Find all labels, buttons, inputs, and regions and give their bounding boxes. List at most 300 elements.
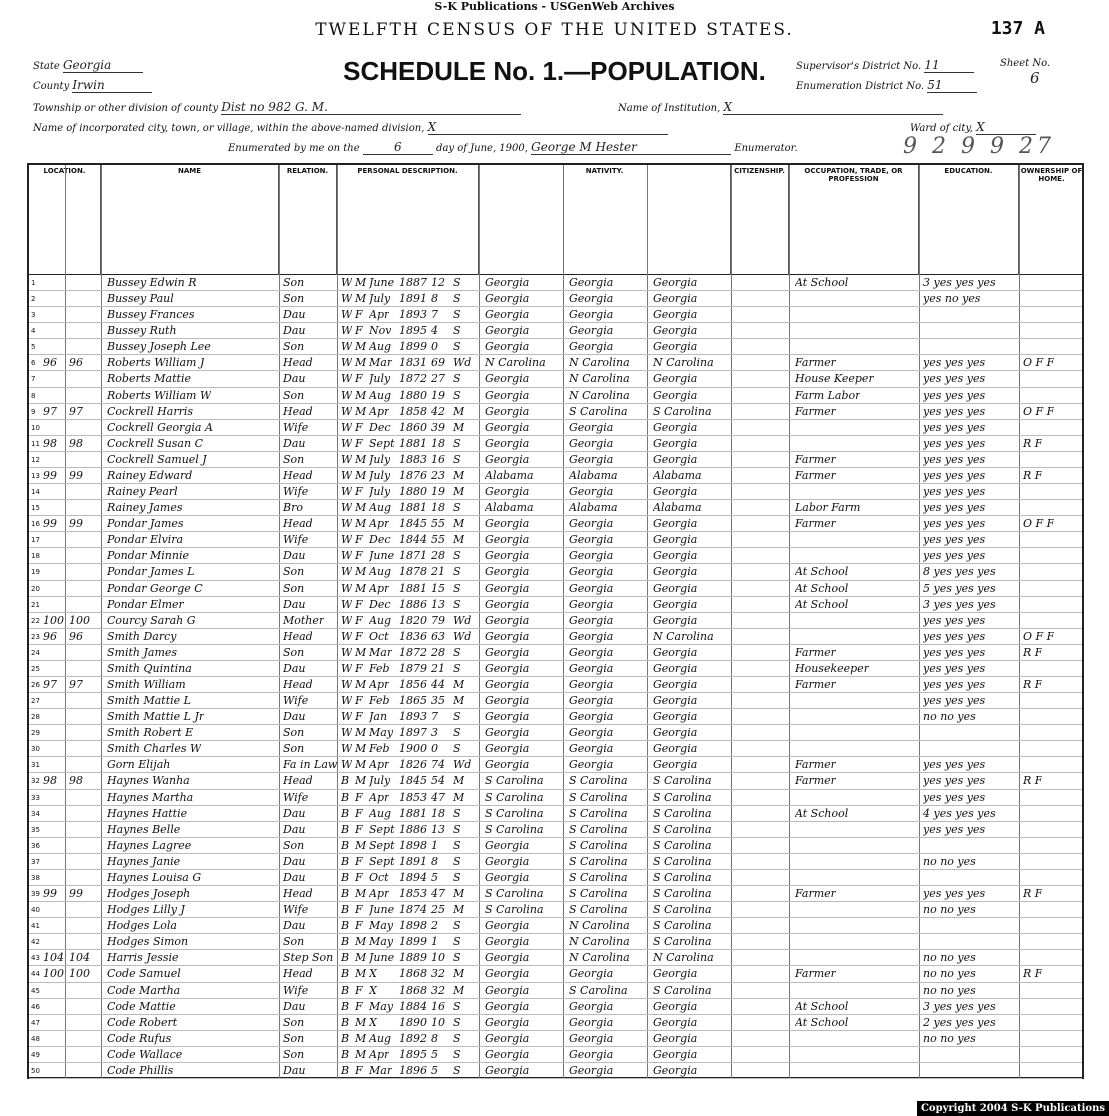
cell-education: 4 yes yes yes xyxy=(923,806,996,820)
cell-relation: Dau xyxy=(283,597,306,611)
cell-birth-year: 1897 xyxy=(399,726,427,740)
cell-sex: F xyxy=(355,903,363,917)
cell-father-birthplace: S Carolina xyxy=(569,790,628,804)
cell-row-number: 16 xyxy=(31,520,40,529)
cell-sex: F xyxy=(355,710,363,724)
cell-relation: Dau xyxy=(283,710,306,724)
cell-color: W xyxy=(341,742,353,756)
cell-sex: M xyxy=(355,678,367,691)
cell-sex: M xyxy=(355,935,367,949)
cell-person-name: Bussey Ruth xyxy=(107,324,177,338)
cell-dwelling-number: 97 xyxy=(43,678,57,691)
cell-birth-month: Aug xyxy=(369,388,392,402)
cell-education: 5 yes yes yes xyxy=(923,581,996,595)
cell-mother-birthplace: S Carolina xyxy=(653,838,712,852)
cell-marital-status: S xyxy=(453,372,461,386)
cell-age: 55 xyxy=(431,533,445,547)
cell-dwelling-number: 96 xyxy=(43,356,57,370)
table-row xyxy=(29,661,1082,677)
cell-row-number: 31 xyxy=(31,761,40,770)
cell-education: yes yes yes xyxy=(923,549,986,563)
cell-sex: M xyxy=(355,404,367,418)
cell-birth-year: 1871 xyxy=(399,549,427,563)
cell-age: 5 xyxy=(431,1063,438,1077)
cell-mother-birthplace: S Carolina xyxy=(653,870,712,884)
cell-color: B xyxy=(341,838,350,852)
cell-sex: F xyxy=(355,372,363,386)
cell-birth-year: 1844 xyxy=(399,533,427,547)
cell-person-name: Pondar Elvira xyxy=(107,533,184,547)
cell-color: B xyxy=(341,1031,350,1045)
city-field xyxy=(33,120,668,135)
cell-mother-birthplace: Georgia xyxy=(653,324,698,338)
cell-color: W xyxy=(341,372,353,386)
cell-education: yes yes yes xyxy=(923,533,986,547)
cell-marital-status: S xyxy=(453,822,461,836)
ward-label: Ward of city, xyxy=(910,123,973,134)
supervisor-field xyxy=(796,58,974,73)
state-value: Georgia xyxy=(63,58,143,73)
cell-birthplace: Georgia xyxy=(485,308,530,322)
cell-color: W xyxy=(341,758,353,772)
cell-education: 8 yes yes yes xyxy=(923,565,996,579)
table-row xyxy=(29,790,1082,806)
cell-age: 8 xyxy=(431,854,438,868)
cell-sex: M xyxy=(355,517,367,531)
cell-marital-status: M xyxy=(453,404,465,418)
enumerated-field xyxy=(228,140,798,155)
cell-sex: M xyxy=(355,645,367,659)
cell-birthplace: S Carolina xyxy=(485,903,544,917)
cell-birth-month: July xyxy=(369,292,391,306)
cell-sex: F xyxy=(355,549,363,563)
cell-birthplace: Georgia xyxy=(485,999,530,1013)
cell-color: B xyxy=(341,774,350,788)
cell-dwelling-number: 98 xyxy=(43,436,57,450)
table-row xyxy=(29,999,1082,1015)
cell-person-name: Pondar Elmer xyxy=(107,597,184,611)
table-row xyxy=(29,838,1082,854)
cell-age: 0 xyxy=(431,340,438,354)
cell-age: 18 xyxy=(431,436,445,450)
cell-relation: Dau xyxy=(283,324,306,338)
cell-birthplace: Georgia xyxy=(485,292,530,306)
cell-father-birthplace: Georgia xyxy=(569,517,614,531)
cell-color: B xyxy=(341,935,350,949)
cell-mother-birthplace: S Carolina xyxy=(653,887,712,901)
cell-birth-month: Feb xyxy=(369,694,390,708)
cell-birth-year: 1893 xyxy=(399,308,427,322)
cell-education: yes yes yes xyxy=(923,388,986,402)
cell-education: yes yes yes xyxy=(923,404,986,418)
cell-birthplace: Georgia xyxy=(485,276,530,289)
cell-person-name: Smith James xyxy=(107,645,178,659)
cell-mother-birthplace: S Carolina xyxy=(653,854,712,868)
cell-birth-month: Apr xyxy=(369,404,390,418)
cell-marital-status: S xyxy=(453,999,461,1013)
cell-color: W xyxy=(341,581,353,595)
cell-relation: Son xyxy=(283,292,305,306)
cell-occupation: At School xyxy=(795,999,849,1013)
cell-row-number: 33 xyxy=(31,793,40,802)
cell-birthplace: Georgia xyxy=(485,967,530,981)
cell-color: B xyxy=(341,999,350,1013)
cell-marital-status: S xyxy=(453,726,461,740)
cell-person-name: Hodges Simon xyxy=(107,935,189,949)
cell-person-name: Gorn Elijah xyxy=(107,758,171,772)
cell-mother-birthplace: S Carolina xyxy=(653,790,712,804)
cell-color: B xyxy=(341,1015,350,1029)
cell-row-number: 23 xyxy=(31,632,40,641)
cell-birth-year: 1892 xyxy=(399,1031,427,1045)
cell-person-name: Smith Mattie L Jr xyxy=(107,710,205,724)
cell-color: W xyxy=(341,694,353,708)
cell-father-birthplace: Georgia xyxy=(569,565,614,579)
cell-mother-birthplace: Alabama xyxy=(653,501,702,515)
table-row xyxy=(29,725,1082,741)
cell-father-birthplace: Georgia xyxy=(569,436,614,450)
cell-father-birthplace: Georgia xyxy=(569,276,614,289)
cell-education: 3 yes yes yes xyxy=(923,597,996,611)
cell-birth-month: July xyxy=(369,452,391,466)
cell-mother-birthplace: S Carolina xyxy=(653,903,712,917)
cell-age: 23 xyxy=(431,468,445,482)
cell-father-birthplace: Georgia xyxy=(569,1063,614,1077)
cell-sex: F xyxy=(355,436,363,450)
cell-person-name: Pondar James L xyxy=(107,565,195,579)
cell-dwelling-number: 99 xyxy=(43,468,57,482)
cell-marital-status: S xyxy=(453,436,461,450)
cell-birth-month: July xyxy=(369,774,391,788)
cell-relation: Wife xyxy=(283,420,309,434)
cell-age: 1 xyxy=(431,838,438,852)
cell-mother-birthplace: Georgia xyxy=(653,388,698,402)
cell-mother-birthplace: Georgia xyxy=(653,581,698,595)
cell-sex: M xyxy=(355,887,367,901)
cell-birth-year: 1884 xyxy=(399,999,427,1013)
cell-birth-year: 1872 xyxy=(399,372,427,386)
cell-sex: F xyxy=(355,485,363,499)
cell-mother-birthplace: Alabama xyxy=(653,468,702,482)
cell-age: 3 xyxy=(431,726,438,740)
cell-person-name: Bussey Frances xyxy=(107,308,195,322)
cell-birth-month: Aug xyxy=(369,806,392,820)
cell-dwelling-number: 99 xyxy=(43,887,57,901)
cell-age: 0 xyxy=(431,742,438,756)
cell-birth-year: 1890 xyxy=(399,1015,427,1029)
cell-marital-status: Wd xyxy=(453,613,472,627)
cell-row-number: 45 xyxy=(31,986,40,995)
cell-sex: M xyxy=(355,742,367,756)
cell-birthplace: Georgia xyxy=(485,581,530,595)
cell-dwelling-number: 104 xyxy=(43,951,64,965)
cell-father-birthplace: Georgia xyxy=(569,678,614,691)
cell-mother-birthplace: S Carolina xyxy=(653,774,712,788)
table-row xyxy=(29,870,1082,886)
cell-marital-status: S xyxy=(453,742,461,756)
cell-education: yes yes yes xyxy=(923,436,986,450)
cell-sex: M xyxy=(355,452,367,466)
cell-mother-birthplace: S Carolina xyxy=(653,806,712,820)
cell-birth-month: June xyxy=(369,276,395,289)
cell-father-birthplace: Georgia xyxy=(569,549,614,563)
cell-relation: Head xyxy=(283,404,313,418)
cell-father-birthplace: N Carolina xyxy=(569,356,630,370)
cell-color: W xyxy=(341,324,353,338)
cell-marital-status: M xyxy=(453,983,465,997)
cell-father-birthplace: S Carolina xyxy=(569,854,628,868)
table-row xyxy=(29,1031,1082,1047)
cell-birth-year: 1868 xyxy=(399,983,427,997)
supervisor-value: 11 xyxy=(924,58,974,73)
cell-birth-month: Dec xyxy=(369,420,391,434)
cell-mother-birthplace: Georgia xyxy=(653,452,698,466)
cell-relation: Son xyxy=(283,1031,305,1045)
cell-father-birthplace: Georgia xyxy=(569,581,614,595)
cell-age: 54 xyxy=(431,774,445,788)
cell-father-birthplace: Georgia xyxy=(569,1015,614,1029)
cell-color: W xyxy=(341,292,353,306)
cell-sex: M xyxy=(355,565,367,579)
cell-birthplace: Georgia xyxy=(485,565,530,579)
cell-family-number: 99 xyxy=(69,517,83,531)
cell-relation: Head xyxy=(283,629,313,643)
enumerated-month: day of June, 1900, xyxy=(436,143,528,154)
cell-mother-birthplace: Georgia xyxy=(653,549,698,563)
table-row xyxy=(29,436,1082,452)
cell-color: W xyxy=(341,468,353,482)
cell-father-birthplace: Georgia xyxy=(569,420,614,434)
cell-occupation: At School xyxy=(795,276,849,289)
cell-birth-month: Apr xyxy=(369,678,390,691)
cell-row-number: 4 xyxy=(31,327,36,336)
cell-birth-month: Aug xyxy=(369,613,392,627)
cell-age: 32 xyxy=(431,983,445,997)
cell-birthplace: Georgia xyxy=(485,597,530,611)
cell-relation: Dau xyxy=(283,661,306,675)
cell-birthplace: Alabama xyxy=(485,501,534,515)
publisher-banner: S-K Publications - USGenWeb Archives xyxy=(434,0,675,13)
cell-relation: Bro xyxy=(283,501,303,515)
cell-birth-year: 1899 xyxy=(399,340,427,354)
cell-family-number: 104 xyxy=(69,951,90,965)
table-row xyxy=(29,291,1082,307)
cell-marital-status: M xyxy=(453,774,465,788)
cell-marital-status: S xyxy=(453,501,461,515)
cell-color: B xyxy=(341,806,350,820)
table-row xyxy=(29,773,1082,789)
cell-family-number: 97 xyxy=(69,678,83,691)
cell-sex: F xyxy=(355,983,363,997)
cell-marital-status: M xyxy=(453,887,465,901)
cell-mother-birthplace: Georgia xyxy=(653,742,698,756)
cell-relation: Step Son xyxy=(283,951,334,965)
cell-mother-birthplace: Georgia xyxy=(653,678,698,691)
cell-color: B xyxy=(341,951,350,965)
cell-father-birthplace: Alabama xyxy=(569,468,618,482)
sheet-value: 6 xyxy=(1030,69,1040,87)
cell-marital-status: S xyxy=(453,565,461,579)
cell-birthplace: Georgia xyxy=(485,951,530,965)
cell-birthplace: Georgia xyxy=(485,549,530,563)
cell-birthplace: Georgia xyxy=(485,388,530,402)
cell-sex: F xyxy=(355,919,363,933)
cell-person-name: Code Mattie xyxy=(107,999,176,1013)
cell-education: yes yes yes xyxy=(923,694,986,708)
cell-relation: Son xyxy=(283,726,305,740)
cell-birth-month: Nov xyxy=(369,324,392,338)
cell-age: 10 xyxy=(431,1015,445,1029)
cell-color: W xyxy=(341,420,353,434)
cell-row-number: 37 xyxy=(31,857,40,866)
cell-person-name: Haynes Louisa G xyxy=(107,870,202,884)
cell-sex: F xyxy=(355,420,363,434)
cell-mother-birthplace: Georgia xyxy=(653,758,698,772)
county-label: County xyxy=(33,81,70,92)
cell-occupation: House Keeper xyxy=(795,372,874,386)
cell-birth-month: Apr xyxy=(369,758,390,772)
table-row xyxy=(29,597,1082,613)
cell-father-birthplace: S Carolina xyxy=(569,822,628,836)
cell-marital-status: S xyxy=(453,1047,461,1061)
table-row xyxy=(29,516,1082,532)
cell-relation: Son xyxy=(283,565,305,579)
cell-color: B xyxy=(341,870,350,884)
cell-birth-month: June xyxy=(369,903,395,917)
cell-birthplace: Georgia xyxy=(485,694,530,708)
cell-birthplace: Georgia xyxy=(485,854,530,868)
cell-person-name: Code Martha xyxy=(107,983,181,997)
cell-relation: Wife xyxy=(283,983,309,997)
cell-marital-status: M xyxy=(453,678,465,691)
table-row xyxy=(29,420,1082,436)
cell-birth-month: Apr xyxy=(369,887,390,901)
cell-birth-month: X xyxy=(369,1015,377,1029)
cell-row-number: 18 xyxy=(31,552,40,561)
cell-age: 15 xyxy=(431,581,445,595)
cell-person-name: Roberts William W xyxy=(107,388,212,402)
cell-row-number: 6 xyxy=(31,359,36,368)
ledger-header xyxy=(29,165,1082,275)
cell-marital-status: S xyxy=(453,581,461,595)
cell-person-name: Haynes Hattie xyxy=(107,806,188,820)
table-row xyxy=(29,1063,1082,1079)
cell-age: 74 xyxy=(431,758,445,772)
cell-birth-month: Mar xyxy=(369,356,393,370)
cell-marital-status: S xyxy=(453,919,461,933)
cell-person-name: Code Robert xyxy=(107,1015,178,1029)
cell-relation: Wife xyxy=(283,485,309,499)
cell-ownership: O F F xyxy=(1023,629,1055,643)
cell-birth-month: Oct xyxy=(369,870,389,884)
cell-marital-status: S xyxy=(453,1015,461,1029)
cell-person-name: Rainey Edward xyxy=(107,468,193,482)
cell-birth-month: May xyxy=(369,935,394,949)
cell-birthplace: Georgia xyxy=(485,340,530,354)
cell-birth-month: June xyxy=(369,951,395,965)
cell-ownership: R F xyxy=(1023,967,1043,981)
cell-education: yes yes yes xyxy=(923,790,986,804)
cell-row-number: 3 xyxy=(31,311,36,320)
cell-birth-year: 1874 xyxy=(399,903,427,917)
table-row xyxy=(29,741,1082,757)
cell-birthplace: Georgia xyxy=(485,742,530,756)
cell-age: 42 xyxy=(431,404,445,418)
cell-mother-birthplace: S Carolina xyxy=(653,404,712,418)
cell-occupation: Farmer xyxy=(795,517,836,531)
cell-father-birthplace: Georgia xyxy=(569,340,614,354)
cell-father-birthplace: Georgia xyxy=(569,710,614,724)
cell-education: yes yes yes xyxy=(923,420,986,434)
table-row xyxy=(29,404,1082,420)
cell-age: 7 xyxy=(431,308,438,322)
cell-person-name: Bussey Paul xyxy=(107,292,174,306)
cell-occupation: Housekeeper xyxy=(795,661,869,675)
cell-color: W xyxy=(341,549,353,563)
institution-value: X xyxy=(723,100,943,115)
cell-marital-status: S xyxy=(453,806,461,820)
cell-age: 32 xyxy=(431,967,445,981)
cell-birth-month: Apr xyxy=(369,581,390,595)
cell-birth-year: 1883 xyxy=(399,452,427,466)
cell-person-name: Smith Robert E xyxy=(107,726,194,740)
cell-birth-month: Mar xyxy=(369,1063,393,1077)
cell-birth-month: July xyxy=(369,485,391,499)
cell-birth-month: Apr xyxy=(369,517,390,531)
cell-row-number: 24 xyxy=(31,648,40,657)
cell-birthplace: Georgia xyxy=(485,726,530,740)
enumerated-day: 6 xyxy=(363,140,433,155)
cell-mother-birthplace: Georgia xyxy=(653,308,698,322)
cell-color: B xyxy=(341,983,350,997)
header-occupation: OCCUPATION, TRADE, OR PROFESSION xyxy=(789,165,919,275)
ledger-rows xyxy=(29,275,1082,1079)
cell-birth-month: Jan xyxy=(369,710,388,724)
cell-relation: Dau xyxy=(283,999,306,1013)
cell-father-birthplace: N Carolina xyxy=(569,935,630,949)
cell-birth-year: 1856 xyxy=(399,678,427,691)
cell-father-birthplace: Georgia xyxy=(569,758,614,772)
cell-color: B xyxy=(341,967,350,981)
cell-person-name: Smith Darcy xyxy=(107,629,177,643)
cell-marital-status: Wd xyxy=(453,629,472,643)
cell-mother-birthplace: S Carolina xyxy=(653,822,712,836)
cell-relation: Dau xyxy=(283,919,306,933)
cell-age: 28 xyxy=(431,645,445,659)
cell-color: W xyxy=(341,678,353,691)
city-label: Name of incorporated city, town, or village, within the above-named division, xyxy=(33,123,425,134)
cell-education: 3 yes yes yes xyxy=(923,999,996,1013)
cell-row-number: 9 xyxy=(31,407,36,416)
cell-birthplace: Georgia xyxy=(485,420,530,434)
cell-birthplace: Georgia xyxy=(485,710,530,724)
cell-mother-birthplace: Georgia xyxy=(653,1031,698,1045)
cell-sex: F xyxy=(355,999,363,1013)
cell-person-name: Courcy Sarah G xyxy=(107,613,196,627)
cell-mother-birthplace: Georgia xyxy=(653,340,698,354)
cell-age: 39 xyxy=(431,420,445,434)
cell-birthplace: Georgia xyxy=(485,758,530,772)
table-row xyxy=(29,1047,1082,1063)
cell-marital-status: M xyxy=(453,485,465,499)
cell-relation: Head xyxy=(283,967,313,981)
cell-color: W xyxy=(341,452,353,466)
cell-birthplace: Georgia xyxy=(485,1015,530,1029)
cell-relation: Head xyxy=(283,356,313,370)
cell-father-birthplace: Georgia xyxy=(569,1031,614,1045)
cell-age: 27 xyxy=(431,372,445,386)
cell-row-number: 8 xyxy=(31,391,36,400)
